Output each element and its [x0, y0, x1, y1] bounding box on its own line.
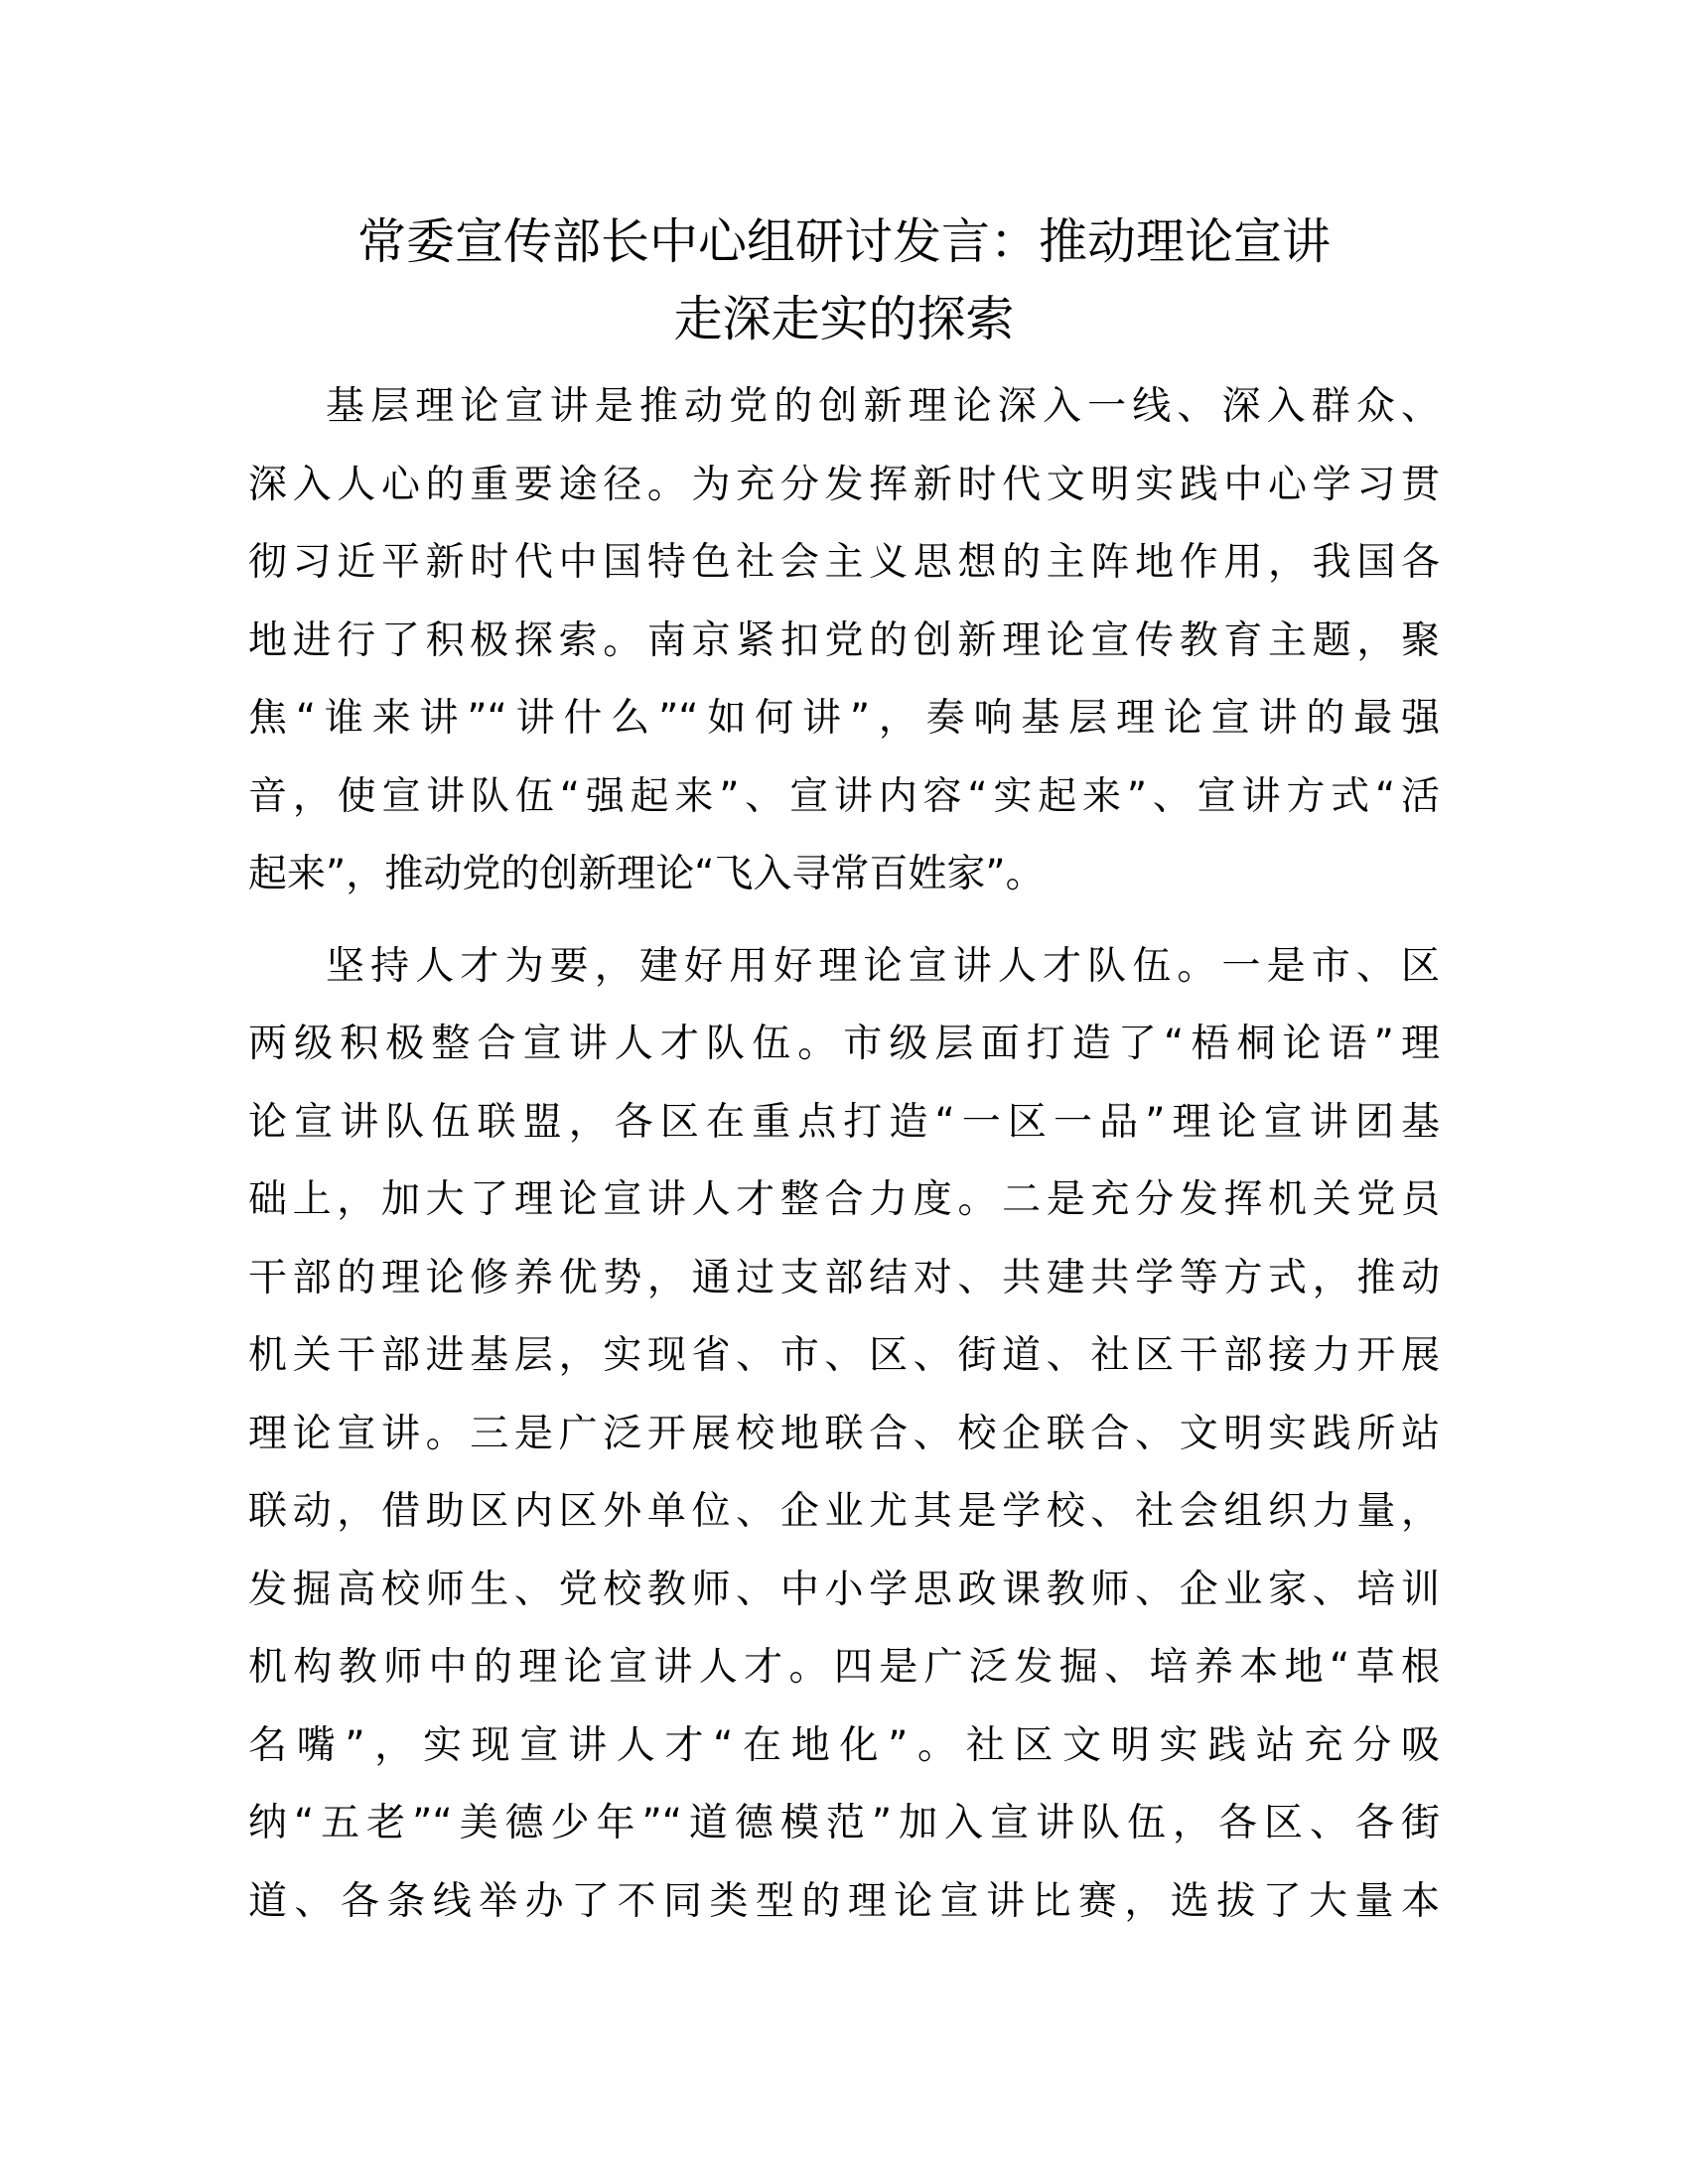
- text-line: 机关干部进基层，实现省、市、区、街道、社区干部接力开展: [248, 1333, 1440, 1378]
- title-line-2: 走深走实的探索: [673, 291, 1015, 347]
- paragraph-2: [248, 928, 1440, 1942]
- text-line: 础上，加大了理论宣讲人才整合力度。二是充分发挥机关党员: [248, 1177, 1440, 1222]
- document-body: [248, 368, 1440, 1941]
- text-line: 深入人心的重要途径。为充分发挥新时代文明实践中心学习贯: [248, 462, 1440, 507]
- text-line: 地进行了积极探索。南京紧扣党的创新理论宣传教育主题，聚: [248, 617, 1440, 663]
- text-line: 理论宣讲。三是广泛开展校地联合、校企联合、文明实践所站: [248, 1411, 1440, 1456]
- text-line: 坚持人才为要，建好用好理论宣讲人才队伍。一是市、区: [326, 943, 1440, 989]
- text-line: 焦“谁来讲”“讲什么”“如何讲”，奏响基层理论宣讲的最强: [248, 696, 1440, 741]
- title-line-1: 常委宣传部长中心组研讨发言：推动理论宣讲: [356, 213, 1331, 270]
- text-line: 纳“五老”“美德少年”“道德模范”加入宣讲队伍，各区、各街: [248, 1801, 1440, 1845]
- text-line: 名嘴”，实现宣讲人才“在地化”。社区文明实践站充分吸: [248, 1722, 1440, 1768]
- text-line: 道、各条线举办了不同类型的理论宣讲比赛，选拔了大量本: [248, 1878, 1440, 1924]
- document-title: [199, 204, 1489, 358]
- text-line: 起来”，推动党的创新理论“飞入寻常百姓家”。: [248, 852, 1045, 896]
- text-line: 干部的理论修养优势，通过支部结对、共建共学等方式，推动: [248, 1255, 1440, 1300]
- text-line: 联动，借助区内区外单位、企业尤其是学校、社会组织力量，: [248, 1489, 1440, 1534]
- text-line: 机构教师中的理论宣讲人才。四是广泛发掘、培养本地“草根: [248, 1645, 1440, 1690]
- text-line: 音，使宣讲队伍“强起来”、宣讲内容“实起来”、宣讲方式“活: [248, 773, 1440, 819]
- text-line: 论宣讲队伍联盟，各区在重点打造“一区一品”理论宣讲团基: [248, 1099, 1440, 1145]
- text-line: 彻习近平新时代中国特色社会主义思想的主阵地作用，我国各: [248, 540, 1440, 585]
- text-line: 基层理论宣讲是推动党的创新理论深入一线、深入群众、: [326, 384, 1440, 429]
- text-line: 发掘高校师生、党校教师、中小学思政课教师、企业家、培训: [248, 1567, 1440, 1612]
- text-line: 两级积极整合宣讲人才队伍。市级层面打造了“梧桐论语”理: [248, 1022, 1440, 1066]
- paragraph-1: [248, 368, 1440, 914]
